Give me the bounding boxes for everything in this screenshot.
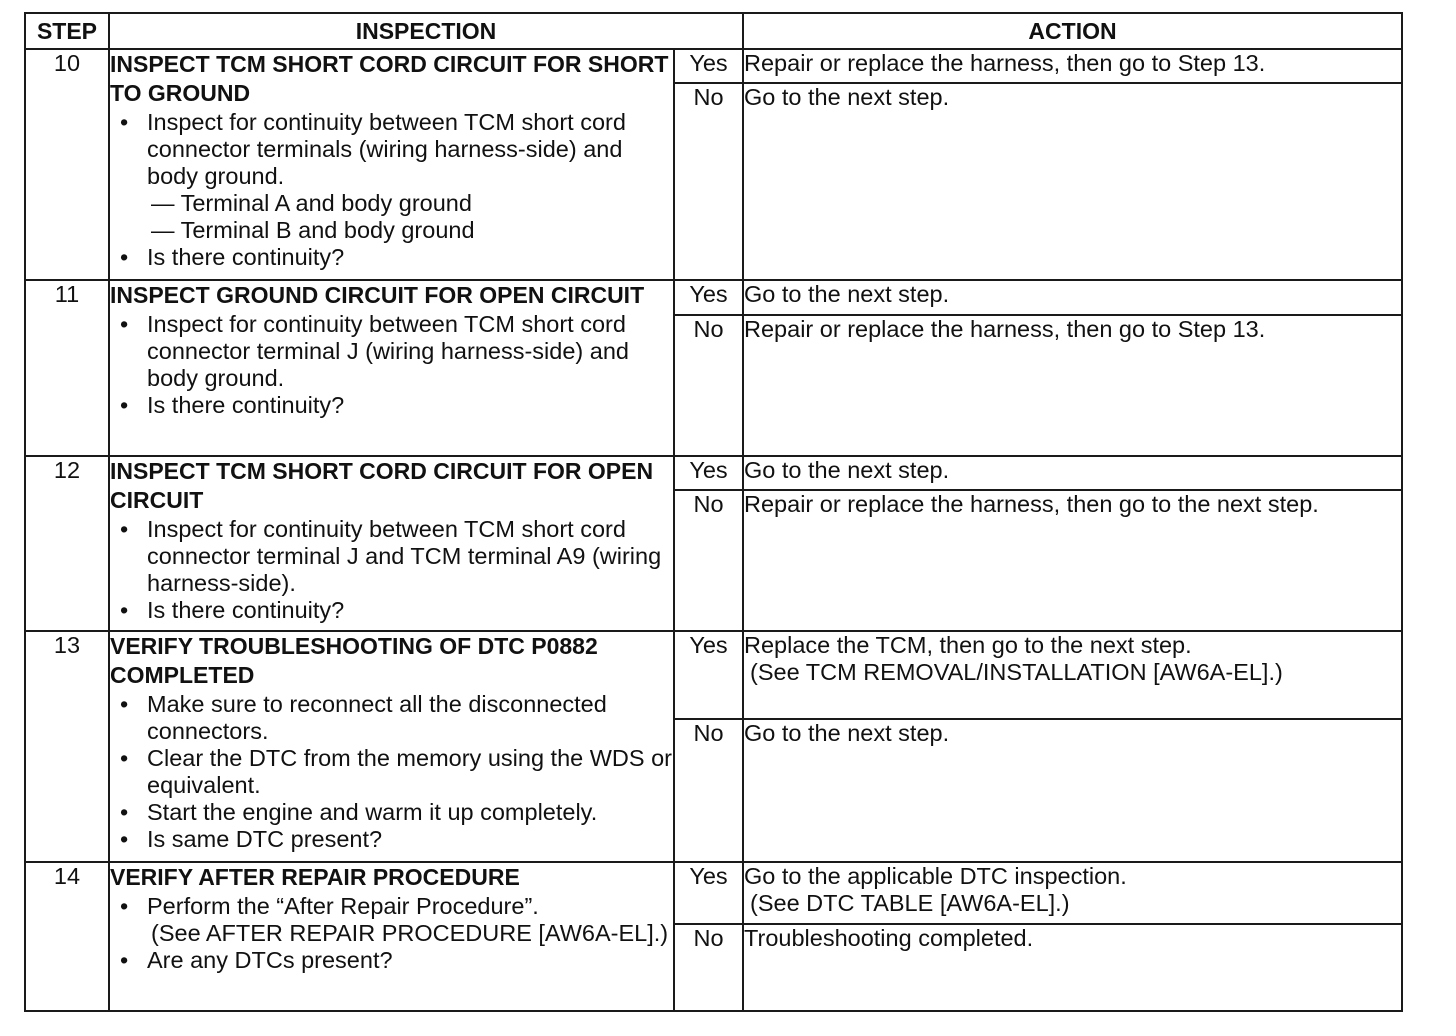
inspection-list	[110, 109, 673, 271]
inspection-item	[147, 826, 673, 853]
step-number: 11	[25, 280, 109, 455]
inspection-item	[147, 947, 673, 974]
no-action-text: Go to the next step.	[744, 84, 950, 111]
inspection-item-text: Start the engine and warm it up completely.	[147, 798, 598, 825]
no-label: No	[674, 719, 743, 862]
no-action-text: Repair or replace the harness, then go to the next step.	[744, 490, 1319, 517]
inspection-list	[110, 691, 673, 853]
inspection-item	[147, 311, 673, 392]
no-action-text: Go to the next step.	[744, 720, 950, 747]
inspection-item-text: Perform the “After Repair Procedure”.	[147, 893, 539, 920]
inspection-list	[110, 893, 673, 974]
no-label: No	[674, 924, 743, 1011]
yes-action-cell	[743, 862, 1402, 924]
inspection-item	[147, 597, 673, 624]
table-body	[25, 49, 1402, 1011]
inspection-subitem: — Terminal B and body ground	[151, 217, 475, 243]
no-action-cell	[743, 924, 1402, 1011]
yes-action-text: Go to the next step.	[744, 281, 950, 308]
step-row	[25, 456, 1402, 490]
no-label: No	[674, 315, 743, 456]
inspection-cell	[109, 280, 674, 455]
yes-action-cell	[743, 631, 1402, 720]
inspection-item	[147, 109, 673, 244]
inspection-item	[147, 691, 673, 745]
inspection-title: VERIFY TROUBLESHOOTING OF DTC P0882 COMPLETED	[110, 632, 598, 688]
inspection-cell	[109, 862, 674, 1011]
inspection-item-text: Is there continuity?	[147, 244, 345, 270]
inspection-item-text: Is same DTC present?	[147, 825, 383, 852]
step-number: 12	[25, 456, 109, 631]
no-label: No	[674, 490, 743, 631]
inspection-cell	[109, 631, 674, 862]
yes-label: Yes	[674, 49, 743, 83]
inspection-item-text: Are any DTCs present?	[147, 947, 393, 974]
step-row	[25, 631, 1402, 720]
inspection-subitem: (See AFTER REPAIR PROCEDURE [AW6A-EL].)	[151, 920, 669, 947]
yes-action-cell	[743, 49, 1402, 83]
step-row	[25, 280, 1402, 314]
no-action-text: Troubleshooting completed.	[744, 925, 1034, 952]
inspection-item	[147, 893, 673, 947]
inspection-item	[147, 745, 673, 799]
inspection-item-text: Inspect for continuity between TCM short cord connector terminal J and TCM terminal A9 (wiring harness-side).	[147, 515, 662, 596]
yes-label: Yes	[674, 631, 743, 720]
yes-action-reference: (See DTC TABLE [AW6A-EL].)	[750, 890, 1070, 917]
step-row	[25, 49, 1402, 83]
yes-action-reference: (See TCM REMOVAL/INSTALLATION [AW6A-EL].)	[750, 658, 1283, 685]
inspection-item	[147, 516, 673, 597]
inspection-list	[110, 311, 673, 419]
yes-action-text: Go to the applicable DTC inspection.	[744, 863, 1127, 890]
inspection-title: INSPECT TCM SHORT CORD CIRCUIT FOR OPEN CIRCUIT	[110, 457, 654, 513]
inspection-item-text: Inspect for continuity between TCM short cord connector terminals (wiring harness-side) and body ground.	[147, 109, 626, 189]
yes-action-cell	[743, 280, 1402, 314]
action-header: ACTION	[743, 13, 1402, 49]
no-action-cell	[743, 719, 1402, 862]
troubleshooting-table	[24, 12, 1403, 1012]
inspection-item-text: Make sure to reconnect all the disconnected connectors.	[147, 690, 607, 744]
yes-label: Yes	[674, 456, 743, 490]
inspection-item	[147, 392, 673, 419]
inspection-item-text: Inspect for continuity between TCM short cord connector terminal J (wiring harness-side) and body ground.	[147, 311, 629, 392]
inspection-subitem: — Terminal A and body ground	[151, 190, 472, 216]
step-number: 10	[25, 49, 109, 280]
inspection-item-text: Clear the DTC from the memory using the WDS or equivalent.	[147, 744, 672, 798]
inspection-title: INSPECT GROUND CIRCUIT FOR OPEN CIRCUIT	[110, 282, 645, 309]
step-number: 14	[25, 862, 109, 1011]
inspection-header: INSPECTION	[109, 13, 743, 49]
yes-action-cell	[743, 456, 1402, 490]
inspection-item-text: Is there continuity?	[147, 392, 345, 419]
inspection-item	[147, 799, 673, 826]
step-row	[25, 862, 1402, 924]
no-action-cell	[743, 490, 1402, 631]
yes-action-text: Replace the TCM, then go to the next step.	[744, 631, 1192, 658]
yes-label: Yes	[674, 280, 743, 314]
yes-action-text: Go to the next step.	[744, 456, 950, 483]
inspection-item-text: Is there continuity?	[147, 596, 345, 623]
no-label: No	[674, 83, 743, 280]
no-action-text: Repair or replace the harness, then go to Step 13.	[744, 315, 1266, 342]
inspection-title: VERIFY AFTER REPAIR PROCEDURE	[110, 864, 520, 891]
yes-label: Yes	[674, 862, 743, 924]
inspection-item	[147, 244, 673, 271]
inspection-cell	[109, 49, 674, 280]
inspection-cell	[109, 456, 674, 631]
yes-action-text: Repair or replace the harness, then go to Step 13.	[744, 50, 1266, 76]
step-number: 13	[25, 631, 109, 862]
header-row	[25, 13, 1402, 49]
no-action-cell	[743, 315, 1402, 456]
inspection-title: INSPECT TCM SHORT CORD CIRCUIT FOR SHORT TO GROUND	[110, 51, 669, 106]
step-header: STEP	[25, 13, 109, 49]
no-action-cell	[743, 83, 1402, 280]
inspection-list	[110, 516, 673, 624]
